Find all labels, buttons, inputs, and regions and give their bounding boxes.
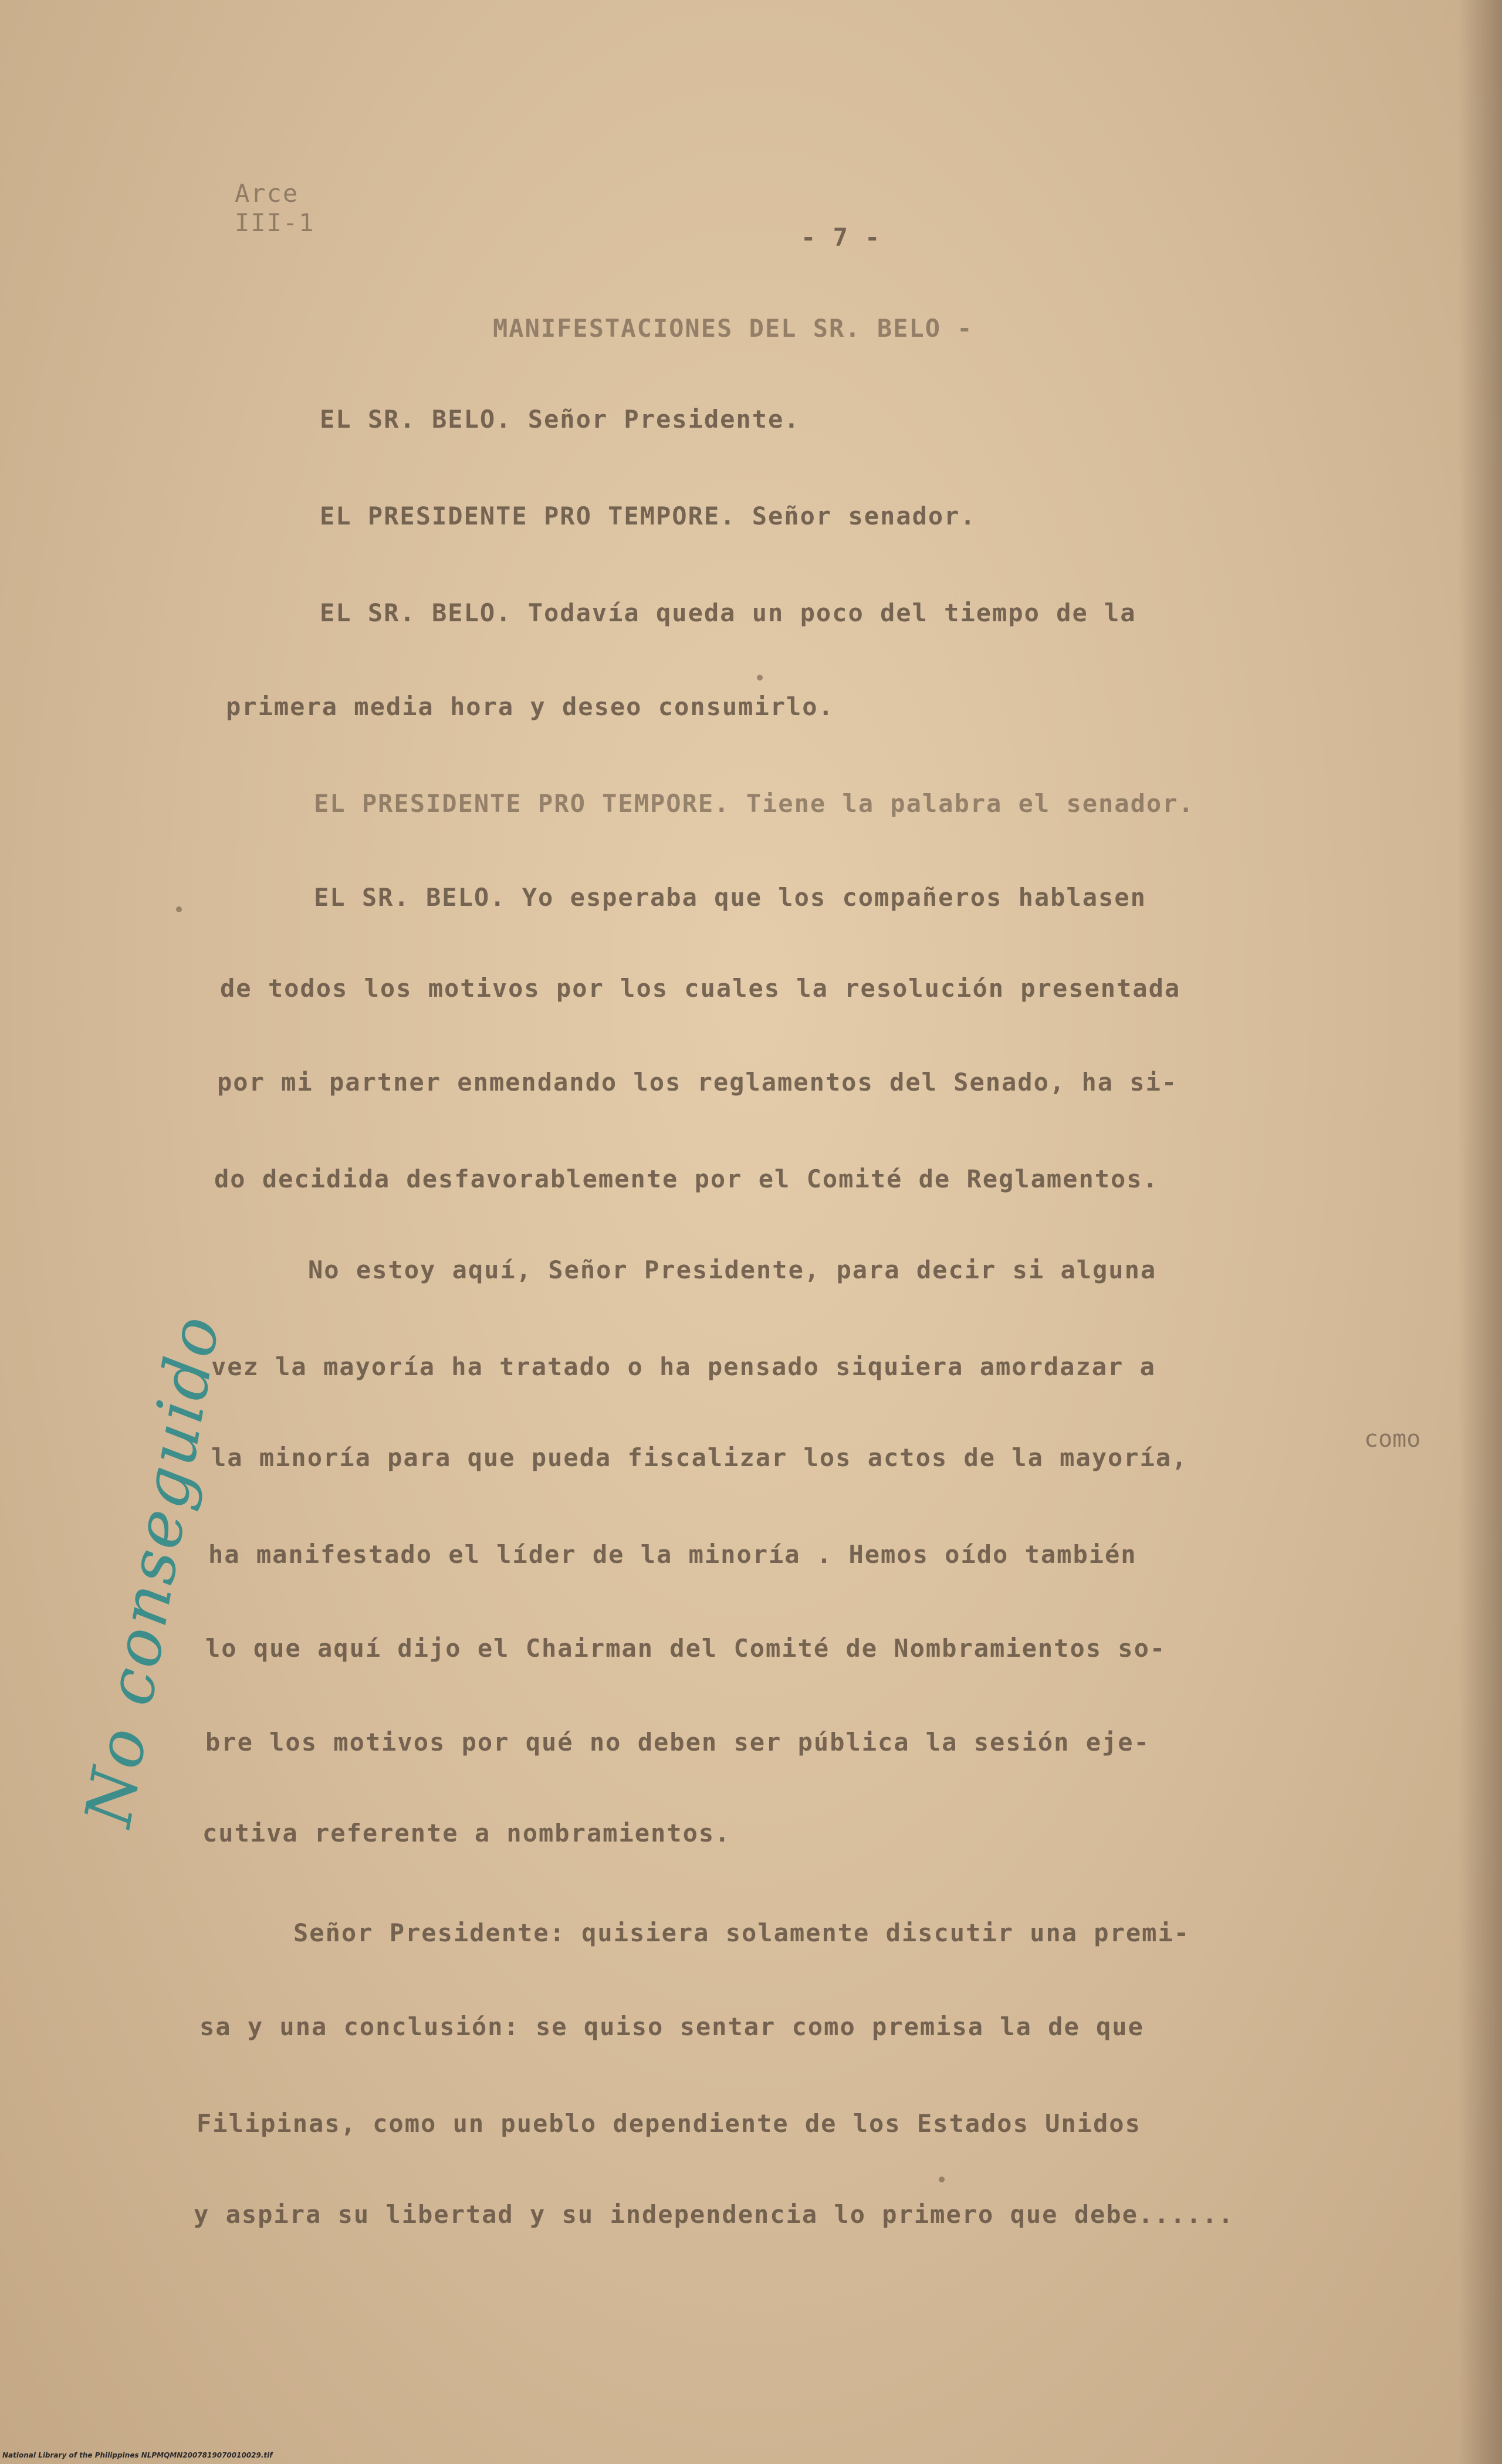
page-edge-shadow	[1458, 0, 1502, 2464]
text-line-3: EL SR. BELO. Todavía queda un poco del tiempo de la	[320, 598, 1136, 627]
text-line-12: la minoría para que pueda fiscalizar los actos de la mayoría,	[211, 1443, 1188, 1472]
page-number: - 7 -	[801, 223, 881, 252]
ink-speck	[757, 675, 763, 681]
text-line-6: EL SR. BELO. Yo esperaba que los compañeros hablasen	[314, 883, 1146, 912]
section-title: MANIFESTACIONES DEL SR. BELO -	[493, 314, 973, 343]
archive-footer: National Library of the Philippines NLPMQMN2007819070010029.tif	[2, 2451, 273, 2459]
text-line-5: EL PRESIDENTE PRO TEMPORE. Tiene la palabra el senador.	[314, 789, 1195, 818]
text-line-14: lo que aquí dijo el Chairman del Comité de Nombramientos so-	[205, 1634, 1166, 1663]
text-line-11: vez la mayoría ha tratado o ha pensado siquiera amordazar a	[211, 1352, 1156, 1381]
reference-code-line2: III-1	[235, 208, 315, 237]
text-line-13: ha manifestado el líder de la minoría . Hemos oído también	[208, 1540, 1137, 1569]
text-line-10: No estoy aquí, Señor Presidente, para decir si alguna	[308, 1255, 1157, 1284]
text-line-7: de todos los motivos por los cuales la resolución presentada	[220, 974, 1181, 1003]
text-line-16: cutiva referente a nombramientos.	[202, 1819, 731, 1847]
text-line-8: por mi partner enmendando los reglamentos del Senado, ha si-	[217, 1068, 1178, 1096]
margin-handwriting: No conseguido	[70, 1308, 235, 1832]
text-line-1: EL SR. BELO. Señor Presidente.	[320, 405, 800, 434]
text-line-17: Señor Presidente: quisiera solamente discutir una premi-	[293, 1918, 1190, 1947]
ink-speck	[939, 2177, 945, 2182]
text-line-9: do decidida desfavorablemente por el Comité de Reglamentos.	[214, 1165, 1159, 1193]
reference-code-line1: Arce	[235, 179, 299, 208]
interlinear-correction: como	[1364, 1426, 1421, 1453]
ink-speck	[176, 906, 182, 912]
text-line-20: y aspira su libertad y su independencia lo primero que debe......	[194, 2200, 1234, 2229]
text-line-2: EL PRESIDENTE PRO TEMPORE. Señor senador.	[320, 502, 976, 530]
text-line-19: Filipinas, como un pueblo dependiente de los Estados Unidos	[197, 2109, 1141, 2138]
text-line-18: sa y una conclusión: se quiso sentar como premisa la de que	[199, 2012, 1144, 2041]
text-line-15: bre los motivos por qué no deben ser pública la sesión eje-	[205, 1728, 1150, 1756]
text-line-4: primera media hora y deseo consumirlo.	[226, 692, 834, 721]
